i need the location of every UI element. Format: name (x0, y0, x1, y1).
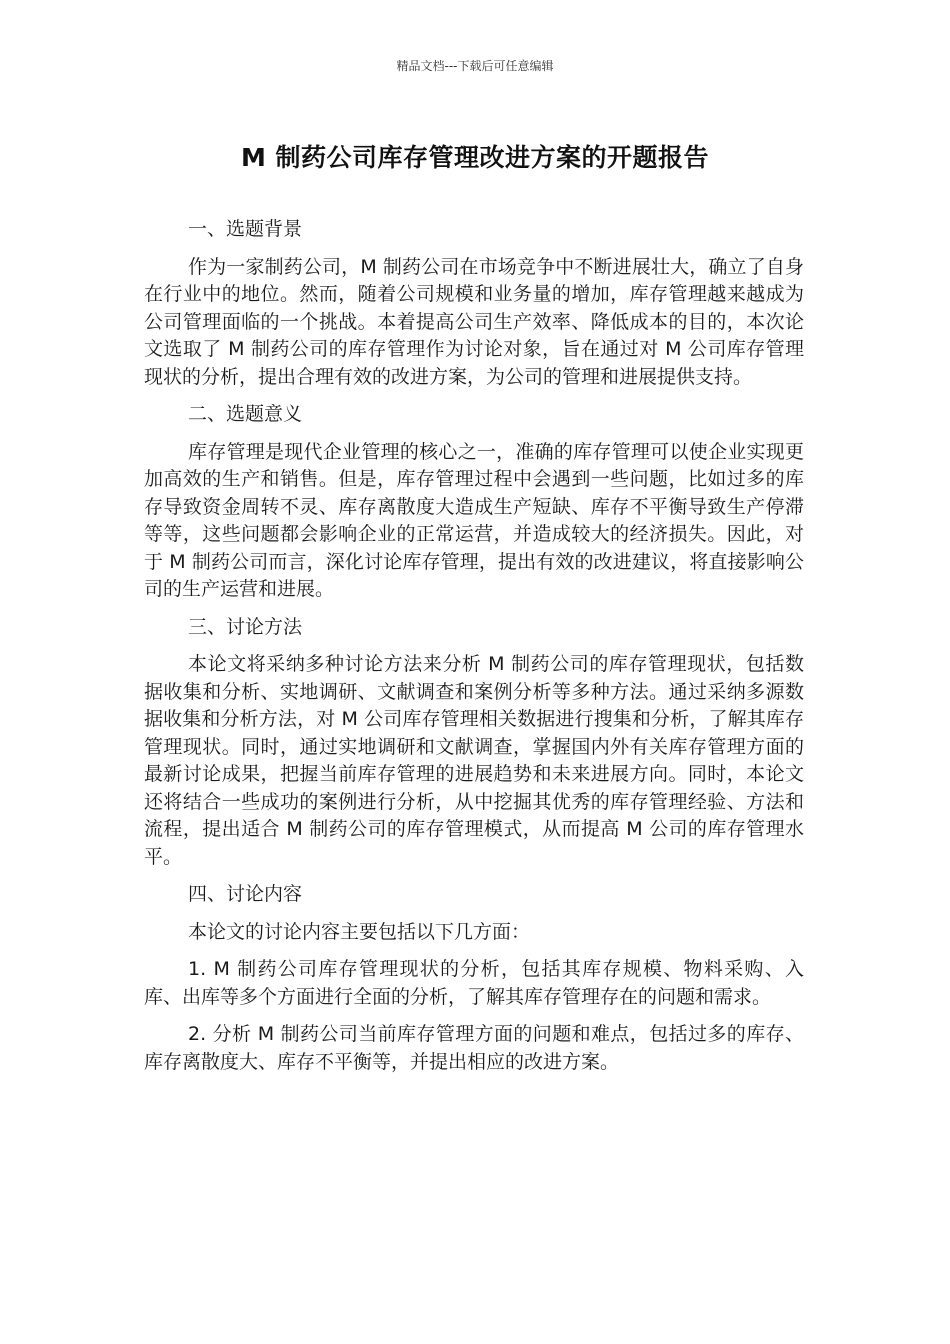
section-heading-methods: 三、讨论方法 (188, 615, 303, 638)
section-heading-content: 四、讨论内容 (188, 883, 303, 905)
paragraph-background: 作为一家制药公司，M 制药公司在市场竞争中不断进展壮大，确立了自身在行业中的地位。然而，随着公司规模和业务量的增加，库存管理越来越成为公司管理面临的一个挑战。本着提高公司生产效率、降低成本的目的，本次论文选取了 M 制药公司的库存管理作为讨论对象，旨在通过对 M 公司库存管理现状的分析，提出合理有效的改进方案，为公司的管理和进展提供支持。 (144, 255, 804, 388)
paragraph-content-item-1: 1. M 制药公司库存管理现状的分析，包括其库存规模、物料采购、入库、出库等多个方面进行全面的分析，了解其库存管理存在的问题和需求。 (144, 958, 804, 1008)
paragraph-content-item-2: 2. 分析 M 制药公司当前库存管理方面的问题和难点，包括过多的库存、库存离散度大、库存不平衡等，并提出相应的改进方案。 (144, 1023, 804, 1073)
paragraph-content-intro: 本论文的讨论内容主要包括以下几方面： (188, 920, 531, 943)
document-body (144, 216, 804, 1086)
section-heading-significance: 二、选题意义 (188, 403, 303, 425)
section-heading-background: 一、选题背景 (188, 218, 303, 240)
paragraph-significance: 库存管理是现代企业管理的核心之一，准确的库存管理可以使企业实现更加高效的生产和销售。但是，库存管理过程中会遇到一些问题，比如过多的库存导致资金周转不灵、库存离散度大造成生产短缺、库存不平衡导致生产停滞等等，这些问题都会影响企业的正常运营，并造成较大的经济损失。因此，对于 M 制药公司而言，深化讨论库存管理，提出有效的改进建议，将直接影响公司的生产运营和进展。 (144, 440, 804, 600)
paragraph-methods: 本论文将采纳多种讨论方法来分析 M 制药公司的库存管理现状，包括数据收集和分析、实地调研、文献调查和案例分析等多种方法。通过采纳多源数据收集和分析方法，对 M 公司库存管理相关数据进行搜集和分析，了解其库存管理现状。同时，通过实地调研和文献调查，掌握国内外有关库存管理方面的最新讨论成果，把握当前库存管理的进展趋势和未来进展方向。同时，本论文还将结合一些成功的案例进行分析，从中挖掘其优秀的库存管理经验、方法和流程，提出适合 M 制药公司的库存管理模式，从而提高 M 公司的库存管理水平。 (144, 653, 804, 868)
document-title: M 制药公司库存管理改进方案的开题报告 (240, 143, 710, 172)
header-note: 精品文档---下载后可任意编辑 (396, 59, 554, 73)
